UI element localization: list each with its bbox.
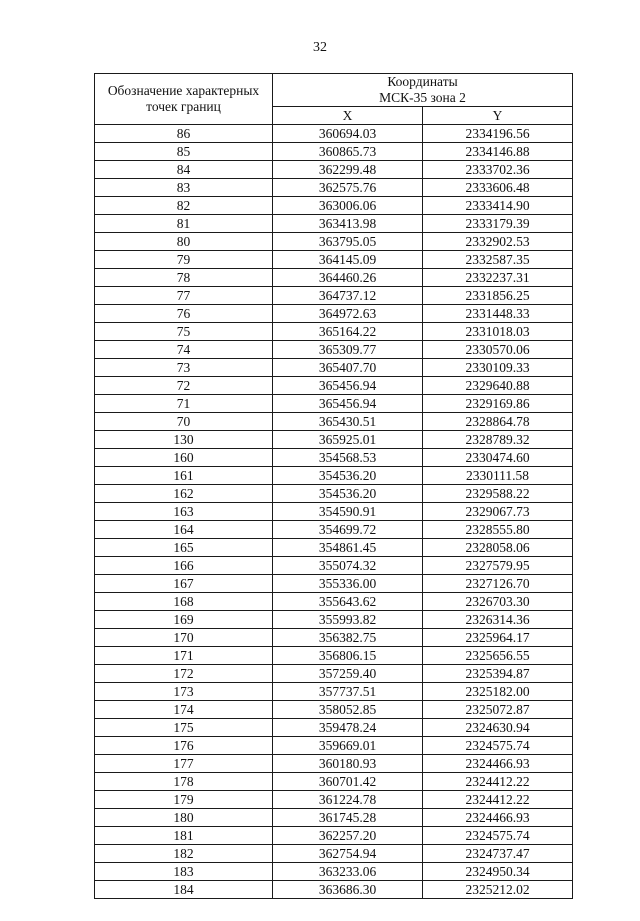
table-row (95, 485, 573, 503)
point-id-cell: 70 (95, 413, 273, 431)
point-id-cell: 170 (95, 629, 273, 647)
page-number: 32 (313, 40, 327, 55)
table-row (95, 197, 573, 215)
table-row (95, 719, 573, 737)
point-id-cell: 74 (95, 341, 273, 359)
point-id-cell: 83 (95, 179, 273, 197)
y-coordinate-cell: 2324575.74 (423, 737, 573, 755)
y-coordinate-cell: 2333414.90 (423, 197, 573, 215)
point-id-cell: 165 (95, 539, 273, 557)
table-row (95, 791, 573, 809)
point-id-cell: 85 (95, 143, 273, 161)
x-coordinate-cell: 362754.94 (273, 845, 423, 863)
x-coordinate-cell: 363795.05 (273, 233, 423, 251)
table-row (95, 845, 573, 863)
x-coordinate-cell: 355643.62 (273, 593, 423, 611)
point-id-cell: 173 (95, 683, 273, 701)
y-coordinate-cell: 2324412.22 (423, 773, 573, 791)
table-row (95, 287, 573, 305)
point-id-cell: 160 (95, 449, 273, 467)
table-row (95, 323, 573, 341)
table-row (95, 521, 573, 539)
y-coordinate-cell: 2324737.47 (423, 845, 573, 863)
x-coordinate-cell: 360694.03 (273, 125, 423, 143)
point-id-cell: 130 (95, 431, 273, 449)
point-id-cell: 178 (95, 773, 273, 791)
x-coordinate-cell: 354536.20 (273, 467, 423, 485)
table-row (95, 305, 573, 323)
y-coordinate-cell: 2329588.22 (423, 485, 573, 503)
point-id-cell: 81 (95, 215, 273, 233)
x-coordinate-cell: 360180.93 (273, 755, 423, 773)
x-coordinate-cell: 361745.28 (273, 809, 423, 827)
table-row (95, 755, 573, 773)
x-coordinate-cell: 355074.32 (273, 557, 423, 575)
header-x: X (273, 107, 423, 125)
y-coordinate-cell: 2324466.93 (423, 755, 573, 773)
table-row (95, 377, 573, 395)
x-coordinate-cell: 354699.72 (273, 521, 423, 539)
y-coordinate-cell: 2330474.60 (423, 449, 573, 467)
y-coordinate-cell: 2333702.36 (423, 161, 573, 179)
y-coordinate-cell: 2324630.94 (423, 719, 573, 737)
table-body (95, 125, 573, 899)
point-id-cell: 179 (95, 791, 273, 809)
table-row (95, 701, 573, 719)
point-id-cell: 180 (95, 809, 273, 827)
y-coordinate-cell: 2328864.78 (423, 413, 573, 431)
y-coordinate-cell: 2324412.22 (423, 791, 573, 809)
x-coordinate-cell: 365456.94 (273, 395, 423, 413)
table-row (95, 431, 573, 449)
point-id-cell: 78 (95, 269, 273, 287)
x-coordinate-cell: 354568.53 (273, 449, 423, 467)
x-coordinate-cell: 363413.98 (273, 215, 423, 233)
x-coordinate-cell: 364972.63 (273, 305, 423, 323)
point-id-cell: 75 (95, 323, 273, 341)
y-coordinate-cell: 2333179.39 (423, 215, 573, 233)
point-id-cell: 84 (95, 161, 273, 179)
x-coordinate-cell: 362257.20 (273, 827, 423, 845)
point-id-cell: 166 (95, 557, 273, 575)
y-coordinate-cell: 2334196.56 (423, 125, 573, 143)
table-row (95, 557, 573, 575)
y-coordinate-cell: 2325964.17 (423, 629, 573, 647)
point-id-cell: 183 (95, 863, 273, 881)
x-coordinate-cell: 355336.00 (273, 575, 423, 593)
x-coordinate-cell: 354861.45 (273, 539, 423, 557)
table-row (95, 233, 573, 251)
table-row (95, 341, 573, 359)
x-coordinate-cell: 365407.70 (273, 359, 423, 377)
point-id-cell: 73 (95, 359, 273, 377)
table-row (95, 737, 573, 755)
point-id-cell: 71 (95, 395, 273, 413)
y-coordinate-cell: 2330109.33 (423, 359, 573, 377)
y-coordinate-cell: 2332902.53 (423, 233, 573, 251)
point-id-cell: 174 (95, 701, 273, 719)
table-row (95, 215, 573, 233)
x-coordinate-cell: 365456.94 (273, 377, 423, 395)
x-coordinate-cell: 363686.30 (273, 881, 423, 899)
point-id-cell: 80 (95, 233, 273, 251)
table-row (95, 125, 573, 143)
point-id-cell: 181 (95, 827, 273, 845)
x-coordinate-cell: 359669.01 (273, 737, 423, 755)
table-row (95, 143, 573, 161)
table-row (95, 395, 573, 413)
y-coordinate-cell: 2334146.88 (423, 143, 573, 161)
x-coordinate-cell: 357259.40 (273, 665, 423, 683)
y-coordinate-cell: 2328555.80 (423, 521, 573, 539)
x-coordinate-cell: 363233.06 (273, 863, 423, 881)
x-coordinate-cell: 357737.51 (273, 683, 423, 701)
point-id-cell: 182 (95, 845, 273, 863)
point-id-cell: 168 (95, 593, 273, 611)
point-id-cell: 169 (95, 611, 273, 629)
y-coordinate-cell: 2325394.87 (423, 665, 573, 683)
y-coordinate-cell: 2328789.32 (423, 431, 573, 449)
table-row (95, 575, 573, 593)
y-coordinate-cell: 2331856.25 (423, 287, 573, 305)
y-coordinate-cell: 2330111.58 (423, 467, 573, 485)
table-row (95, 611, 573, 629)
y-coordinate-cell: 2332587.35 (423, 251, 573, 269)
y-coordinate-cell: 2325212.02 (423, 881, 573, 899)
point-id-cell: 184 (95, 881, 273, 899)
header-coordinates-line2: МСК-35 зона 2 (379, 90, 466, 105)
point-id-cell: 77 (95, 287, 273, 305)
table-row (95, 773, 573, 791)
y-coordinate-cell: 2325182.00 (423, 683, 573, 701)
y-coordinate-cell: 2326703.30 (423, 593, 573, 611)
table-row (95, 881, 573, 899)
header-points (95, 74, 273, 125)
header-coordinates-line1: Координаты (387, 74, 458, 89)
point-id-cell: 172 (95, 665, 273, 683)
header-y: Y (423, 107, 573, 125)
x-coordinate-cell: 360701.42 (273, 773, 423, 791)
y-coordinate-cell: 2329169.86 (423, 395, 573, 413)
table-row (95, 827, 573, 845)
x-coordinate-cell: 364460.26 (273, 269, 423, 287)
y-coordinate-cell: 2329067.73 (423, 503, 573, 521)
x-coordinate-cell: 364737.12 (273, 287, 423, 305)
x-coordinate-cell: 358052.85 (273, 701, 423, 719)
y-coordinate-cell: 2326314.36 (423, 611, 573, 629)
y-coordinate-cell: 2331448.33 (423, 305, 573, 323)
x-coordinate-cell: 362575.76 (273, 179, 423, 197)
y-coordinate-cell: 2327126.70 (423, 575, 573, 593)
table-row (95, 665, 573, 683)
table-row (95, 503, 573, 521)
x-coordinate-cell: 365309.77 (273, 341, 423, 359)
y-coordinate-cell: 2327579.95 (423, 557, 573, 575)
table-row (95, 629, 573, 647)
header-points-line1: Обозначение характерных (107, 83, 260, 98)
y-coordinate-cell: 2328058.06 (423, 539, 573, 557)
x-coordinate-cell: 359478.24 (273, 719, 423, 737)
table-row (95, 269, 573, 287)
point-id-cell: 164 (95, 521, 273, 539)
x-coordinate-cell: 365430.51 (273, 413, 423, 431)
point-id-cell: 167 (95, 575, 273, 593)
x-coordinate-cell: 354590.91 (273, 503, 423, 521)
table-row (95, 539, 573, 557)
header-points-line2: точек границ (146, 99, 221, 114)
y-coordinate-cell: 2331018.03 (423, 323, 573, 341)
x-coordinate-cell: 360865.73 (273, 143, 423, 161)
y-coordinate-cell: 2330570.06 (423, 341, 573, 359)
y-coordinate-cell: 2325656.55 (423, 647, 573, 665)
x-coordinate-cell: 361224.78 (273, 791, 423, 809)
x-coordinate-cell: 365164.22 (273, 323, 423, 341)
table-row (95, 809, 573, 827)
table-row (95, 251, 573, 269)
y-coordinate-cell: 2325072.87 (423, 701, 573, 719)
table-row (95, 449, 573, 467)
point-id-cell: 72 (95, 377, 273, 395)
x-coordinate-cell: 364145.09 (273, 251, 423, 269)
point-id-cell: 162 (95, 485, 273, 503)
point-id-cell: 161 (95, 467, 273, 485)
table-row (95, 467, 573, 485)
point-id-cell: 171 (95, 647, 273, 665)
y-coordinate-cell: 2324950.34 (423, 863, 573, 881)
x-coordinate-cell: 365925.01 (273, 431, 423, 449)
point-id-cell: 163 (95, 503, 273, 521)
y-coordinate-cell: 2333606.48 (423, 179, 573, 197)
point-id-cell: 177 (95, 755, 273, 773)
x-coordinate-cell: 363006.06 (273, 197, 423, 215)
point-id-cell: 86 (95, 125, 273, 143)
point-id-cell: 76 (95, 305, 273, 323)
header-coordinates (273, 74, 573, 107)
x-coordinate-cell: 356806.15 (273, 647, 423, 665)
x-coordinate-cell: 362299.48 (273, 161, 423, 179)
y-coordinate-cell: 2332237.31 (423, 269, 573, 287)
table-row (95, 179, 573, 197)
table-row (95, 359, 573, 377)
table-row (95, 593, 573, 611)
table-row (95, 683, 573, 701)
x-coordinate-cell: 355993.82 (273, 611, 423, 629)
point-id-cell: 79 (95, 251, 273, 269)
table-row (95, 647, 573, 665)
x-coordinate-cell: 354536.20 (273, 485, 423, 503)
coordinates-table (94, 73, 573, 899)
y-coordinate-cell: 2324466.93 (423, 809, 573, 827)
table-row (95, 161, 573, 179)
y-coordinate-cell: 2329640.88 (423, 377, 573, 395)
point-id-cell: 175 (95, 719, 273, 737)
y-coordinate-cell: 2324575.74 (423, 827, 573, 845)
point-id-cell: 82 (95, 197, 273, 215)
table-row (95, 413, 573, 431)
x-coordinate-cell: 356382.75 (273, 629, 423, 647)
table-row (95, 863, 573, 881)
point-id-cell: 176 (95, 737, 273, 755)
